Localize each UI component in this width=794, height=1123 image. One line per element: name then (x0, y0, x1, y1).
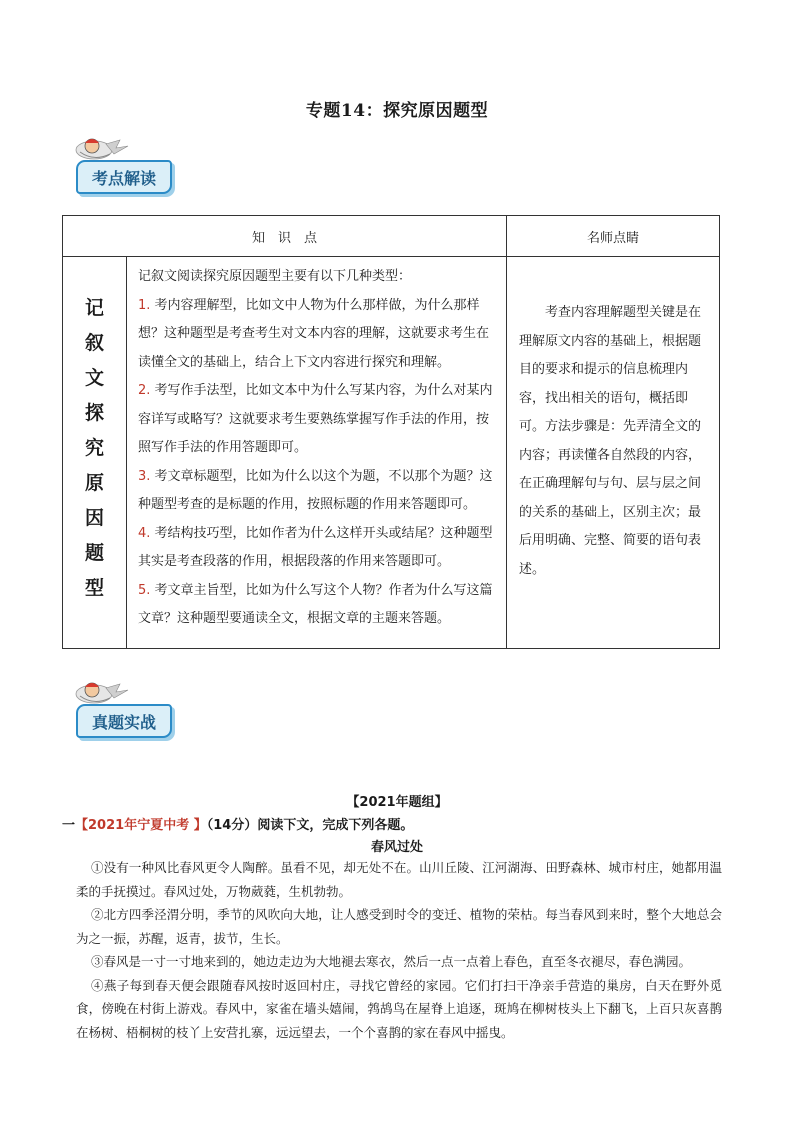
side-label-char: 叙 (84, 332, 104, 354)
item-text: 考文章标题型，比如为什么以这个为题，不以那个为题？这种题型考查的是标题的作用，按照标题的作用来答题即可。 (138, 468, 493, 512)
article-paragraph: ④燕子每到春天便会跟随春风按时返回村庄，寻找它曾经的家园。它们打扫干净亲手营造的巢房，白天在野外觅食，傍晚在村街上游戏。春风中，家雀在墙头嬉闹，鹁鸪鸟在屋脊上追逐，斑鸠在柳树枝头上下翻飞，上百只灰喜鹊在杨树、梧桐树的枝丫上安营扎寨，远远望去，一个个喜鹊的家在春风中摇曳。 (76, 977, 722, 1040)
side-label-char: 究 (84, 437, 104, 459)
side-label-char: 题 (84, 542, 104, 564)
group-heading: 【2021年题组】 (346, 795, 448, 810)
item-text: 考写作手法型，比如文本中为什么写某内容，为什么对某内容详写或略写？这就要求考生要熟练掌握写作手法的作用，按照写作手法的作用答题即可。 (138, 383, 493, 455)
page-title: 专题14：探究原因题型 (305, 101, 489, 121)
question-line (62, 814, 413, 833)
type-item (138, 292, 496, 378)
item-number: 2. (138, 383, 151, 398)
type-item (138, 377, 496, 463)
side-label-char: 因 (84, 507, 104, 529)
side-label-char: 探 (84, 402, 104, 424)
item-text: 考结构技巧型，比如作者为什么这样开头或结尾？这种题型其实是考查段落的作用，根据段落的作用来答题即可。 (138, 525, 493, 569)
section-badge-kaodian (70, 136, 174, 196)
item-number: 4. (138, 525, 151, 541)
item-number: 5. (138, 582, 151, 598)
intro-text: 记叙文阅读探究原因题型主要有以下几种类型： (138, 269, 412, 284)
side-label-char: 型 (84, 577, 104, 599)
side-label-char: 记 (84, 297, 104, 319)
badge-plate (76, 704, 172, 738)
teacher-note: 考查内容理解题型关键是在理解原文内容的基础上，根据题目的要求和提示的信息梳理内容，找出相关的语句，概括即可。方法步骤是：先弄清全文的内容；再读懂各自然段的内容，在正确理解句与句、层与层之间的关系的基础上，区别主次；最后用明确、完整、简要的语句表述。 (519, 305, 702, 577)
type-item (138, 577, 496, 634)
knowledge-content (127, 257, 507, 649)
question-prefix: 一 (62, 818, 76, 833)
side-label-char: 原 (84, 472, 104, 494)
article-title: 春风过处 (370, 840, 423, 855)
item-text: 考文章主旨型，比如为什么写这个人物？作者为什么写这篇文章？这种题型要通读全文，根据文章的主题来答题。 (138, 582, 493, 626)
article-paragraph: ①没有一种风比春风更令人陶醉。虽看不见，却无处不在。山川丘陵、江河湖海、田野森林、城市村庄，她都用温柔的手抚摸过。春风过处，万物葳蕤，生机勃勃。 (76, 860, 722, 899)
article-body (76, 856, 722, 1044)
teacher-note-cell (507, 257, 720, 649)
side-label (63, 257, 127, 649)
type-item (138, 463, 496, 520)
knowledge-table (62, 215, 720, 649)
item-number: 3. (138, 468, 151, 484)
section-badge-zhenti (70, 680, 174, 740)
question-instruction: （14分）阅读下文，完成下列各题。 (206, 818, 414, 833)
article-paragraph: ③春风是一寸一寸地来到的，她边走边为大地褪去寒衣，然后一点一点着上春色，直至冬衣褪尽，春色满园。 (91, 954, 692, 969)
article-paragraph: ②北方四季泾渭分明，季节的风吹向大地，让人感受到时令的变迁、植物的荣枯。每当春风到来时，整个大地总会为之一振，苏醒，返青，拔节，生长。 (76, 907, 722, 946)
item-number: 1. (138, 297, 151, 313)
item-text: 考内容理解型，比如文中人物为什么那样做，为什么那样想？这种题型是考查考生对文本内容的理解，这就要求考生在读懂全文的基础上，结合上下文内容进行探究和理解。 (138, 297, 490, 370)
question-source: 【2021年宁夏中考 】 (75, 818, 207, 833)
header-teacher: 名师点睛 (507, 216, 720, 257)
badge-label: 真题实战 (91, 713, 156, 732)
type-item (138, 520, 496, 577)
side-label-char: 文 (84, 367, 104, 389)
header-knowledge: 知 识 点 (63, 216, 507, 257)
badge-plate (76, 160, 172, 194)
badge-label: 考点解读 (91, 169, 156, 188)
